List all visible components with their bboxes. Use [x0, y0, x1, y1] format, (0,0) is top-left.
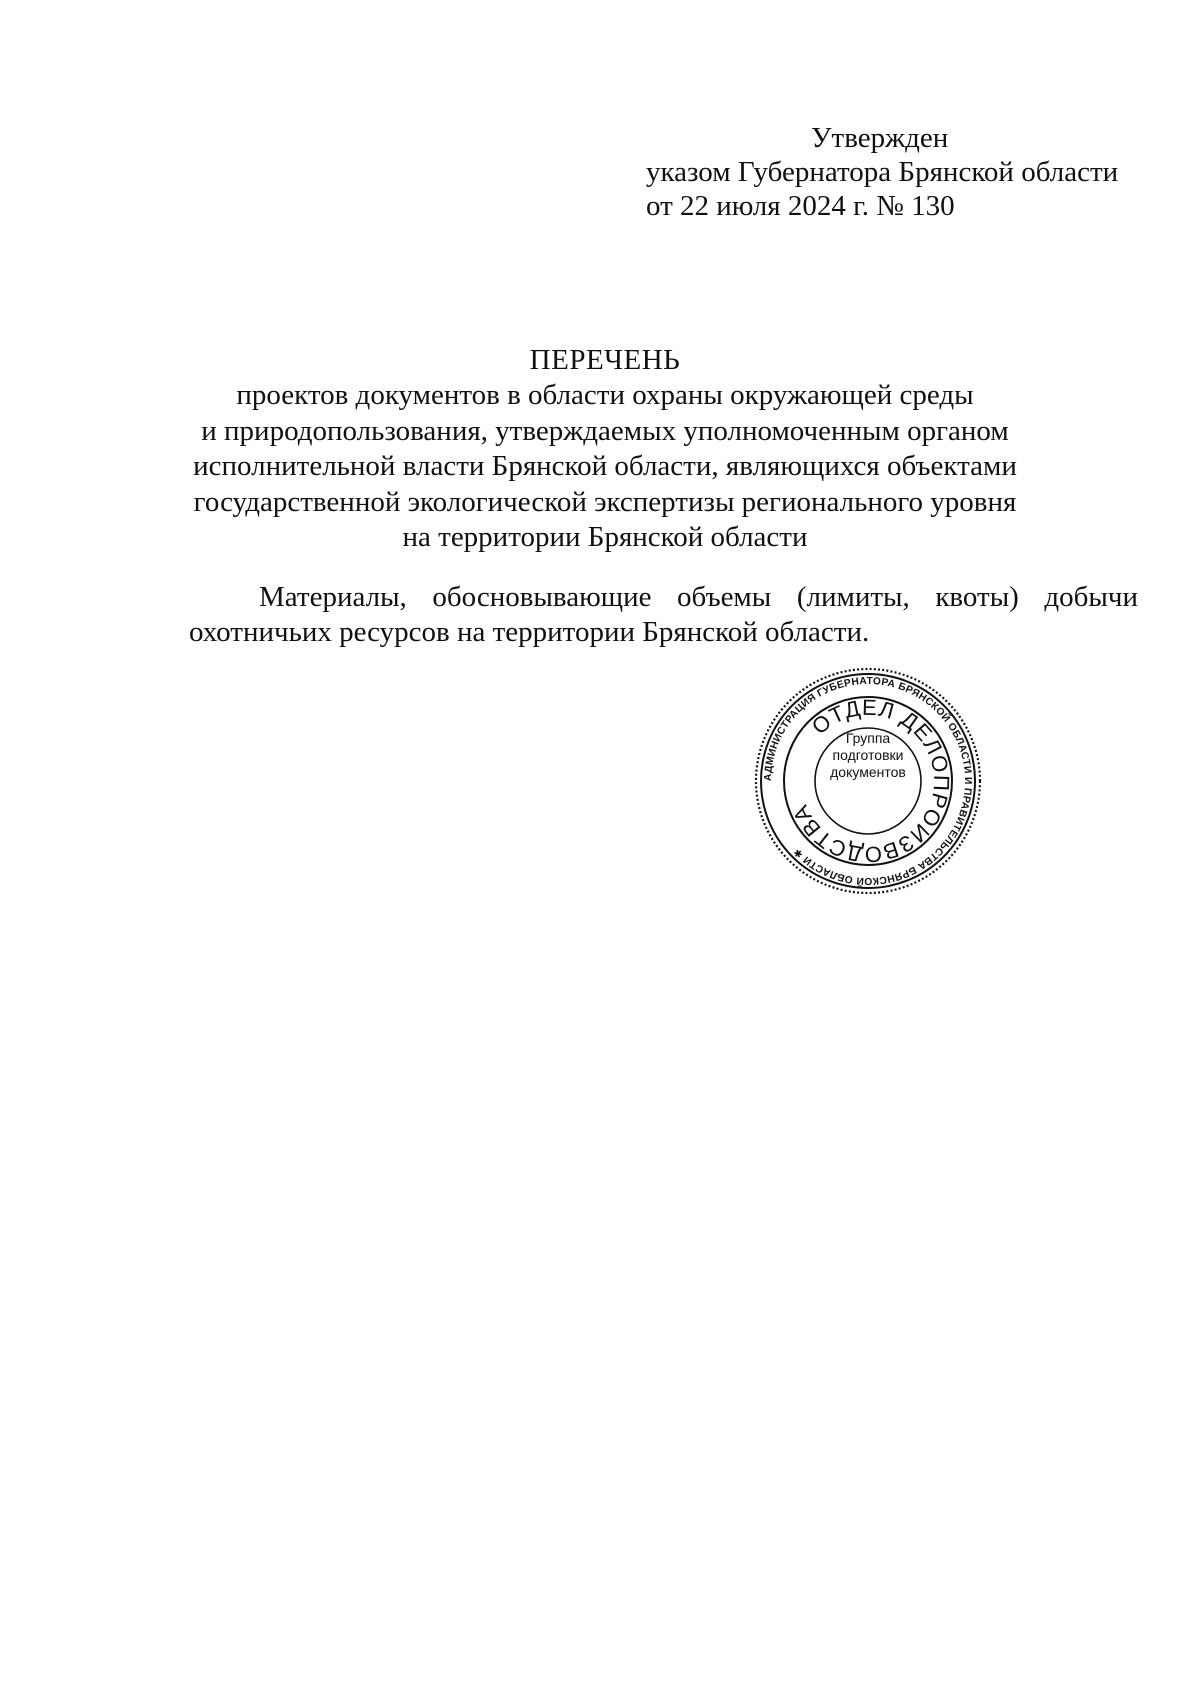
approval-authority: указом Губернатора Брянской области: [646, 156, 1119, 188]
approval-status: Утвержден: [811, 122, 949, 154]
title-line: исполнительной власти Брянской области, являющихся объектами: [193, 450, 1017, 482]
body-paragraph: Материалы, обосновывающие объемы (лимиты, квоты) добычи охотничьих ресурсов на территории Брянской области.: [189, 581, 1138, 648]
title-line: государственной экологической экспертизы регионального уровня: [193, 485, 1017, 518]
document-title: ПЕРЕЧЕНЬ: [529, 344, 681, 376]
official-seal-stamp: [753, 666, 983, 896]
approval-date-number: от 22 июля 2024 г. № 130: [646, 190, 955, 222]
seal-outer-text: АДМИНИСТРАЦИЯ ГУБЕРНАТОРА БРЯНСКОЙ ОБЛАСТИ И ПРАВИТЕЛЬСТВА БРЯНСКОЙ ОБЛАСТИ ✱: [762, 675, 974, 887]
seal-center-line: Группа: [845, 730, 891, 746]
seal-center-line: документов: [830, 764, 906, 780]
title-line: и природопользования, утверждаемых уполномоченным органом: [201, 414, 1009, 447]
title-line: на территории Брянской области: [402, 521, 808, 553]
title-line: проектов документов в области охраны окружающей среды: [236, 379, 974, 411]
seal-center-line: подготовки: [832, 747, 904, 763]
seal-ring-text: ОТДЕЛ ДЕЛОПРОИЗВОДСТВА: [787, 694, 955, 868]
seal-graphic: [753, 666, 983, 896]
document-title-block: [150, 343, 1060, 556]
seal-center-text: [818, 730, 918, 781]
